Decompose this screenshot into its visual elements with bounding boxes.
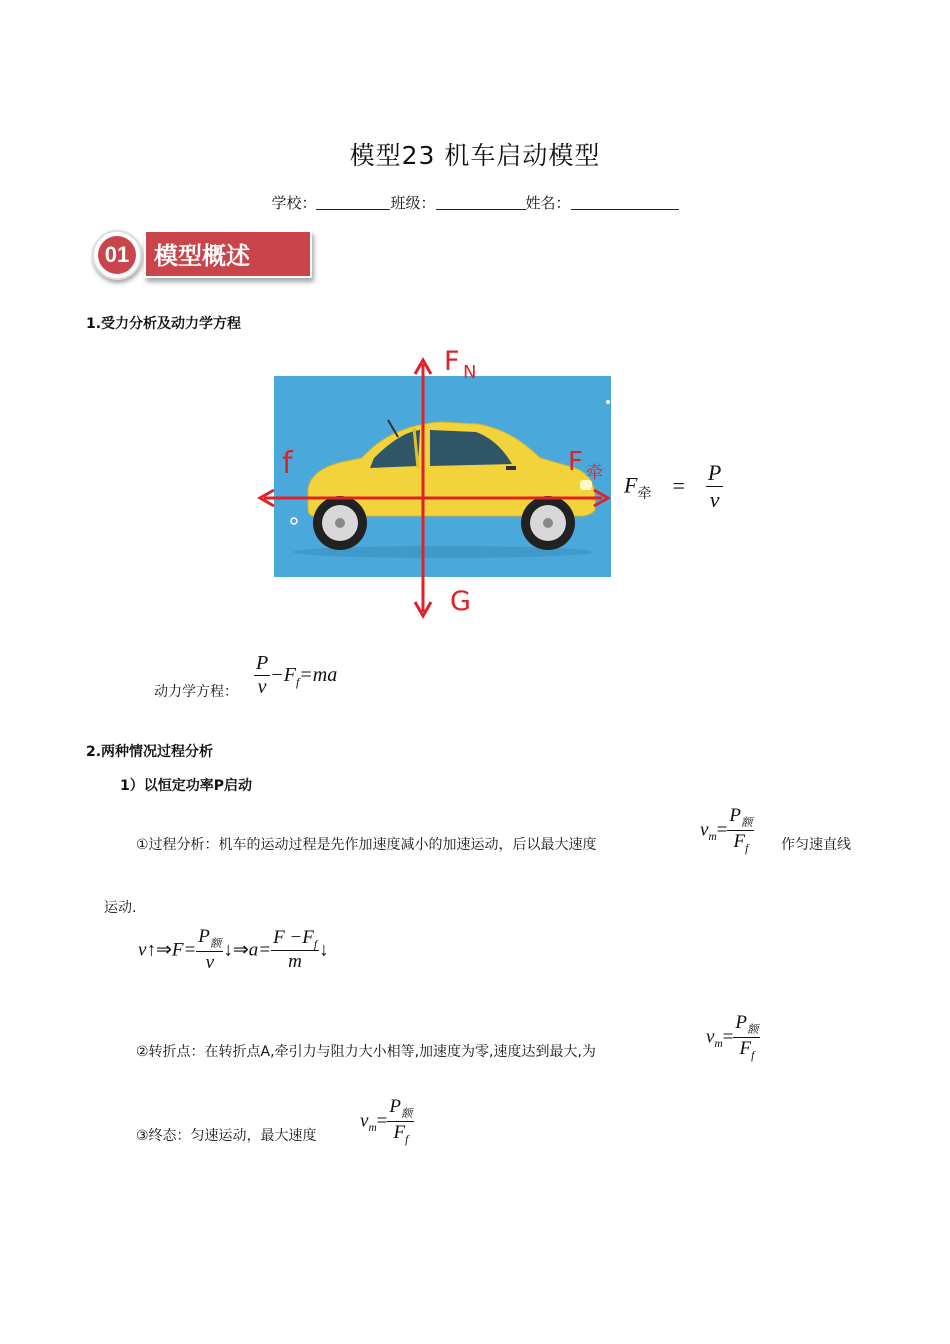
class-blank xyxy=(436,195,526,210)
force-diagram xyxy=(250,340,630,625)
item2-text: ②转折点：在转折点A,牵引力与阻力大小相等,加速度为零,速度达到最大,为 xyxy=(136,1044,596,1060)
item1-continuation: 运动. xyxy=(104,900,137,916)
badge-label-box xyxy=(144,230,312,278)
page-title: 模型23 机车启动模型 xyxy=(349,141,601,170)
normal-force-label: F xyxy=(444,346,460,377)
badge-number: 01 xyxy=(98,236,136,274)
section-badge xyxy=(92,228,317,284)
dynamics-equation: $\frac{P}{v}$ $-F_f=ma$ xyxy=(256,652,338,698)
dynamics-label: 动力学方程： xyxy=(154,684,238,700)
student-info-line xyxy=(0,192,950,213)
subsection1-heading: 1）以恒定功率P启动 xyxy=(120,778,253,794)
item1-text: ①过程分析：机车的运动过程是先作加速度减小的加速运动，后以最大速度 xyxy=(136,837,597,853)
school-label: 学校： xyxy=(271,194,317,212)
badge-label: 模型概述 xyxy=(154,242,250,270)
badge-number-circle xyxy=(92,230,142,280)
gravity-label: G xyxy=(450,586,471,617)
section2-heading: 2.两种情况过程分析 xyxy=(86,744,214,760)
class-label: 班级： xyxy=(390,194,436,212)
max-speed-formula-2: $v_m=$ $\frac{P_额}{F_f}$ xyxy=(706,1012,759,1062)
friction-label: f xyxy=(282,446,293,481)
causal-chain-formula: v↑⇒F= $\frac{P_额}{v}$ ↓⇒a= $\frac{F -F_f}{m}$ ↓ xyxy=(138,926,329,973)
max-speed-formula-1: $v_m=$ $\frac{P_额}{F_f}$ xyxy=(700,805,753,855)
section1-heading: 1.受力分析及动力学方程 xyxy=(86,316,242,332)
item3-text: ③终态：匀速运动，最大速度 xyxy=(136,1128,317,1144)
power-formula: $F_牵$ = $\frac{P}{v}$ xyxy=(624,460,722,512)
traction-label: F xyxy=(568,447,583,477)
name-blank xyxy=(571,195,679,210)
traction-sub: 牵 xyxy=(586,463,603,483)
normal-force-sub: N xyxy=(463,362,477,383)
name-label: 姓名： xyxy=(525,194,571,212)
item1-tail: 作匀速直线 xyxy=(781,837,851,853)
school-blank xyxy=(316,195,390,210)
max-speed-formula-3: $v_m=$ $\frac{P_额}{F_f}$ xyxy=(360,1096,413,1146)
